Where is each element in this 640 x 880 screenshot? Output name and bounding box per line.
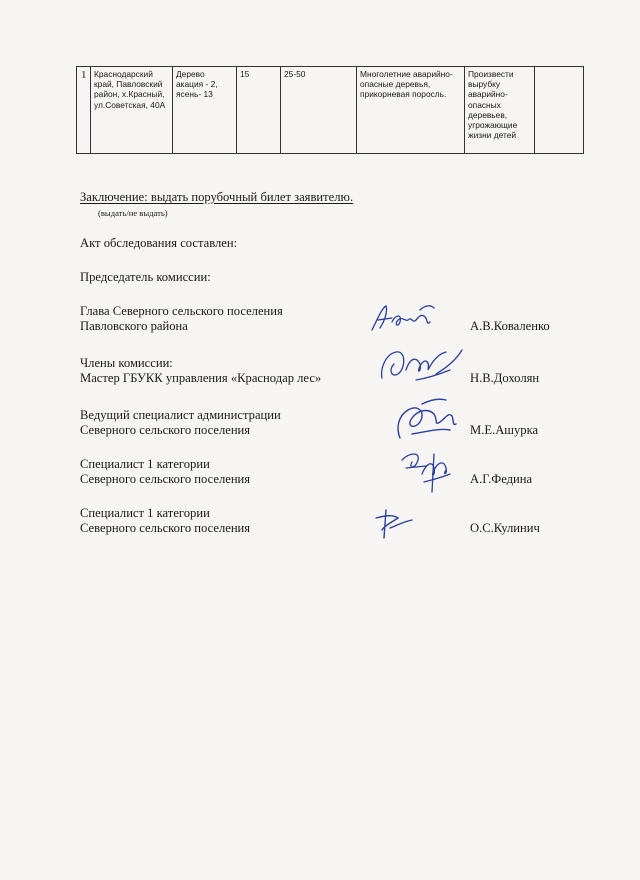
cell-address: Краснодарский край, Павловский район, х.Красный, ул.Советская, 40А [91,67,173,154]
signatory-2-title-line2: Мастер ГБУКК управления «Краснодар лес» [80,371,322,385]
signatory-4-title-line1: Специалист 1 категории [80,457,210,471]
signatory-1-title-line1: Глава Северного сельского поселения [80,304,283,318]
signatory-4-title-line2: Северного сельского поселения [80,472,251,486]
signature-2 [376,344,468,388]
signatory-2-name: Н.В.Дохолян [470,371,540,385]
survey-table [76,66,584,154]
signatory-3-title-line2: Северного сельского поселения [80,423,251,437]
conclusion-hint: (выдать/не выдать) [98,208,168,218]
signatory-1-title-line2: Павловского района [80,319,188,333]
cell-diameter: 25-50 [281,67,357,154]
signature-3 [392,394,464,444]
cell-recommendation: Произвести вырубку аварийно-опасных деревьев, угрожающие жизни детей [465,67,535,154]
signatory-4-name: А.Г.Федина [470,472,533,486]
chairman-label: Председатель комиссии: [80,270,211,284]
signatory-3-name: М.Е.Ашурка [470,423,539,437]
signature-1 [368,300,438,338]
cell-number: 1 [77,67,91,154]
signature-4 [396,444,456,496]
signature-5 [372,504,418,542]
signatory-1-name: А.В.Коваленко [470,319,550,333]
cell-extra [535,67,584,154]
signatory-5-name: О.С.Кулинич [470,521,540,535]
signatory-3-title-line1: Ведущий специалист администрации [80,408,281,422]
conclusion-text: Заключение: выдать порубочный билет заявителю. [80,190,354,204]
act-composed-label: Акт обследования составлен: [80,236,238,250]
cell-condition: Многолетние аварийно-опасные деревья, прикорневая поросль. [357,67,465,154]
signatory-2-title-line1: Члены комиссии: [80,356,173,370]
cell-species: Дерево акация - 2, ясень- 13 [173,67,237,154]
table-row [77,67,584,154]
signatory-5-title-line2: Северного сельского поселения [80,521,251,535]
signatory-5-title-line1: Специалист 1 категории [80,506,210,520]
cell-count: 15 [237,67,281,154]
